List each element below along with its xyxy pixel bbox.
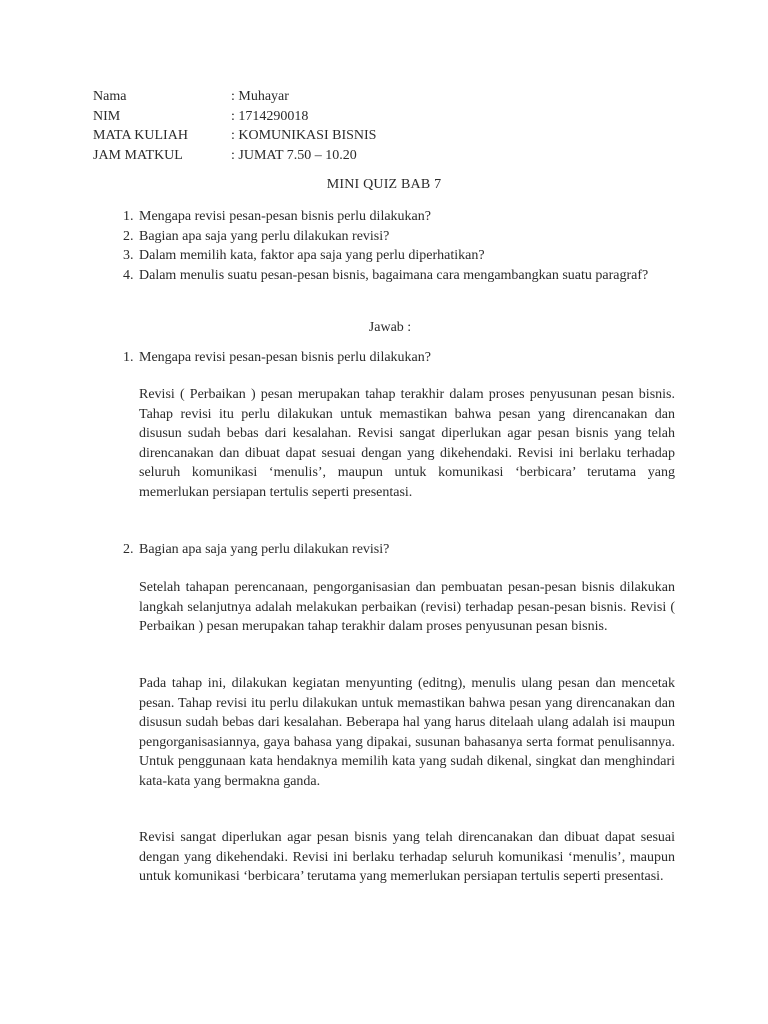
answer-paragraph: Revisi sangat diperlukan agar pesan bisnis yang telah direncanakan dan dibuat dapat sesuai dengan yang dikehendaki. Revisi ini berlaku terhadap seluruh komunikasi ‘menulis’, maupun untuk komunikasi ‘berbicara’ terutama yang memerlukan persiapan tertulis seperti presentasi. <box>139 830 675 884</box>
answer-heading-2 <box>93 540 675 560</box>
info-label: JAM MATKUL <box>93 147 183 163</box>
question-text: Mengapa revisi pesan-pesan bisnis perlu dilakukan? <box>139 209 431 224</box>
answer-number: 1. <box>123 350 134 365</box>
info-label: NIM <box>93 108 121 124</box>
info-row-nim <box>93 107 376 127</box>
quiz-title: MINI QUIZ BAB 7 <box>326 177 442 192</box>
answer-heading-1 <box>93 348 675 368</box>
answer-paragraph: Setelah tahapan perencanaan, pengorganisasian dan pembuatan pesan-pesan bisnis dilakukan langkah selanjutnya adalah melakukan perbaikan (revisi) terhadap pesan-pesan bisnis. Revisi ( Perbaikan ) pesan merupakan tahap terakhir dalam proses penyusunan pesan bisnis. <box>139 580 675 634</box>
info-label: Nama <box>93 89 127 104</box>
info-row-mata-kuliah <box>93 126 376 146</box>
question-item <box>93 207 675 227</box>
question-number: 2. <box>123 228 134 244</box>
answer-section-label: Jawab : <box>368 320 412 335</box>
question-list <box>93 207 675 285</box>
question-text: Bagian apa saja yang perlu dilakukan revisi? <box>139 228 390 244</box>
info-value: : Muhayar <box>231 89 289 104</box>
answer-paragraph: Revisi ( Perbaikan ) pesan merupakan tahap terakhir dalam proses penyusunan pesan bisnis. Tahap revisi itu perlu dilakukan untuk memastikan bahwa pesan yang direncanakan dan disusun sudah bebas dari kesalahan. Revisi sangat diperlukan agar pesan bisnis yang telah direncanakan dan dibuat dapat sesuai dengan yang dikehendaki. Revisi ini berlaku terhadap seluruh komunikasi ‘menulis’, maupun untuk komunikasi ‘berbicara’ terutama yang memerlukan persiapan tertulis seperti presentasi. <box>139 387 675 500</box>
question-number: 1. <box>123 209 134 224</box>
question-number: 4. <box>123 267 134 283</box>
info-value: : 1714290018 <box>231 108 309 124</box>
question-item <box>93 246 675 266</box>
info-row-nama <box>93 87 376 107</box>
info-label: MATA KULIAH <box>93 128 188 143</box>
answer-question-text: Bagian apa saja yang perlu dilakukan revisi? <box>139 542 390 557</box>
info-row-jam-matkul <box>93 146 376 166</box>
info-value: : KOMUNIKASI BISNIS <box>231 128 377 143</box>
answer-paragraph: Pada tahap ini, dilakukan kegiatan menyunting (editng), menulis ulang pesan dan mencetak pesan. Tahap revisi itu perlu dilakukan untuk memastikan bahwa pesan yang direncanakan dan disusun sudah bebas dari kesalahan. Beberapa hal yang harus ditelaah ulang adalah isi maupun pengorganisasiannya, gaya bahasa yang dipakai, susunan bahasanya serta format penulisannya. Untuk penggunaan kata hendaknya memilih kata yang sudah dikenal, singkat dan menghindari kata-kata yang bermakna ganda. <box>139 676 675 789</box>
answer-section-title <box>0 318 768 338</box>
info-value: : JUMAT 7.50 – 10.20 <box>231 147 357 163</box>
student-info <box>93 87 376 165</box>
question-item <box>93 266 675 286</box>
question-number: 3. <box>123 248 134 263</box>
answer-question-text: Mengapa revisi pesan-pesan bisnis perlu dilakukan? <box>139 350 431 365</box>
answer-number: 2. <box>123 542 134 557</box>
question-text: Dalam menulis suatu pesan-pesan bisnis, bagaimana cara mengambangkan suatu paragraf? <box>139 267 649 283</box>
question-item <box>93 227 675 247</box>
question-text: Dalam memilih kata, faktor apa saja yang perlu diperhatikan? <box>139 248 485 263</box>
